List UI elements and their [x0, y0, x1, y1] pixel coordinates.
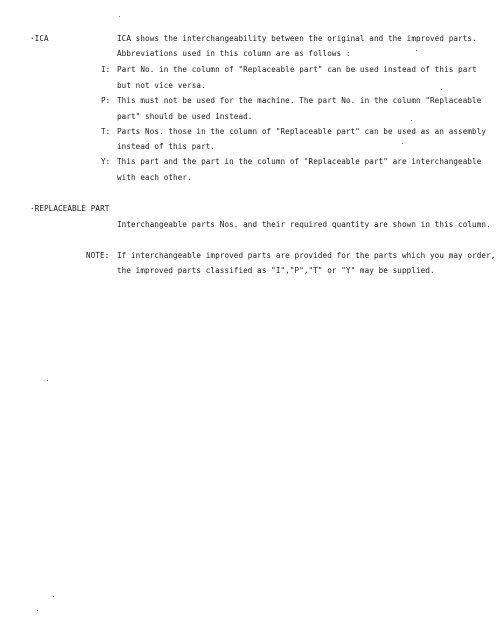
code-i-label: I:	[101, 65, 111, 74]
scan-speck	[47, 380, 48, 381]
note-line-2: the improved parts classified as "I","P","T" or "Y" may be supplied.	[117, 266, 435, 275]
code-y-label: Y:	[101, 157, 111, 166]
code-p-line-2: part" should be used instead.	[117, 112, 253, 121]
code-y-line-1: This part and the part in the column of "Replaceable part" are interchangeable	[117, 157, 482, 166]
note-label: NOTE:	[86, 251, 110, 260]
code-t-line-2: instead of this part.	[117, 142, 216, 151]
scan-speck	[37, 610, 38, 611]
replaceable-heading: ·REPLACEABLE PART	[30, 204, 110, 213]
code-i-line-1: Part No. in the column of "Replaceable part" can be used instead of this part	[117, 65, 477, 74]
code-t-label: T:	[101, 127, 111, 136]
ica-heading: ·ICA	[30, 34, 49, 43]
scan-speck	[119, 16, 120, 17]
code-t-line-1: Parts Nos. those in the column of "Replaceable part" can be used as an assembly	[117, 127, 487, 136]
replaceable-text: Interchangeable parts Nos. and their required quantity are shown in this column.	[117, 220, 491, 229]
code-p-line-1: This must not be used for the machine. The part No. in the column "Replaceable	[117, 96, 482, 105]
ica-intro-line-1: ICA shows the interchangeability between the original and the improved parts.	[117, 34, 477, 43]
note-line-1: If interchangeable improved parts are provided for the parts which you may order,	[117, 251, 496, 260]
scan-speck	[53, 596, 54, 597]
ica-intro-line-2: Abbreviations used in this column are as follows :	[117, 49, 351, 58]
scan-speck	[411, 120, 412, 121]
code-p-label: P:	[101, 96, 111, 105]
scan-speck	[416, 50, 417, 51]
code-i-line-2: but not vice versa.	[117, 81, 206, 90]
scan-speck	[441, 89, 442, 90]
scan-speck	[402, 143, 403, 144]
code-y-line-2: with each other.	[117, 173, 192, 182]
